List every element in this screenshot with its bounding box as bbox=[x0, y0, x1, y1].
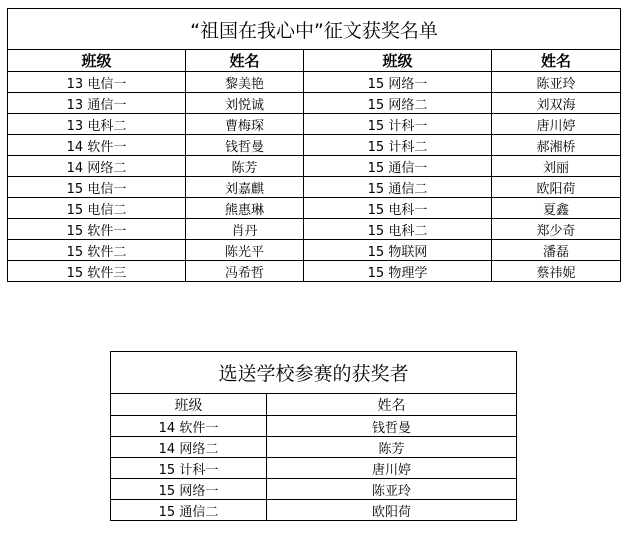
table-row bbox=[8, 156, 621, 177]
table-row bbox=[8, 72, 621, 93]
class-cell: 15 计科二 bbox=[304, 135, 492, 156]
name-cell: 陈光平 bbox=[186, 240, 304, 261]
name-cell: 陈芳 bbox=[186, 156, 304, 177]
name-cell: 冯希哲 bbox=[186, 261, 304, 282]
name-cell: 郝湘桥 bbox=[492, 135, 621, 156]
class-cell: 15 计科一 bbox=[304, 114, 492, 135]
name-cell: 刘丽 bbox=[492, 156, 621, 177]
table-row bbox=[8, 114, 621, 135]
column-header-name: 姓名 bbox=[492, 50, 621, 72]
class-cell: 14 网络二 bbox=[8, 156, 186, 177]
name-cell: 钱哲曼 bbox=[186, 135, 304, 156]
class-cell: 15 网络一 bbox=[304, 72, 492, 93]
class-cell: 15 电科二 bbox=[304, 219, 492, 240]
column-header-name: 姓名 bbox=[267, 394, 517, 416]
column-header-class: 班级 bbox=[111, 394, 267, 416]
class-cell: 15 计科一 bbox=[111, 458, 267, 479]
name-cell: 夏鑫 bbox=[492, 198, 621, 219]
name-cell: 肖丹 bbox=[186, 219, 304, 240]
name-cell: 蔡祎妮 bbox=[492, 261, 621, 282]
class-cell: 15 电科一 bbox=[304, 198, 492, 219]
name-cell: 曹梅琛 bbox=[186, 114, 304, 135]
name-cell: 黎美艳 bbox=[186, 72, 304, 93]
column-header-class: 班级 bbox=[304, 50, 492, 72]
class-cell: 13 电信一 bbox=[8, 72, 186, 93]
name-cell: 陈亚玲 bbox=[267, 479, 517, 500]
column-header-class: 班级 bbox=[8, 50, 186, 72]
table-row bbox=[8, 93, 621, 114]
table-row bbox=[8, 219, 621, 240]
class-cell: 15 物联网 bbox=[304, 240, 492, 261]
table-row bbox=[111, 500, 517, 521]
table-row bbox=[8, 240, 621, 261]
class-cell: 14 软件一 bbox=[8, 135, 186, 156]
class-cell: 14 软件一 bbox=[111, 416, 267, 437]
class-cell: 15 软件一 bbox=[8, 219, 186, 240]
table-header-row bbox=[8, 50, 621, 72]
name-cell: 刘悦诚 bbox=[186, 93, 304, 114]
table-row bbox=[111, 458, 517, 479]
name-cell: 欧阳荷 bbox=[267, 500, 517, 521]
class-cell: 15 电信二 bbox=[8, 198, 186, 219]
class-cell: 15 物理学 bbox=[304, 261, 492, 282]
name-cell: 陈亚玲 bbox=[492, 72, 621, 93]
class-cell: 14 网络二 bbox=[111, 437, 267, 458]
name-cell: 钱哲曼 bbox=[267, 416, 517, 437]
name-cell: 熊惠琳 bbox=[186, 198, 304, 219]
name-cell: 刘双海 bbox=[492, 93, 621, 114]
name-cell: 刘嘉麒 bbox=[186, 177, 304, 198]
class-cell: 15 电信一 bbox=[8, 177, 186, 198]
class-cell: 13 通信一 bbox=[8, 93, 186, 114]
table-row bbox=[8, 135, 621, 156]
name-cell: 欧阳荷 bbox=[492, 177, 621, 198]
table-row bbox=[111, 479, 517, 500]
class-cell: 15 通信二 bbox=[304, 177, 492, 198]
school-contest-table bbox=[110, 351, 517, 521]
name-cell: 潘磊 bbox=[492, 240, 621, 261]
class-cell: 15 软件二 bbox=[8, 240, 186, 261]
essay-awards-table bbox=[7, 8, 621, 282]
name-cell: 唐川婷 bbox=[492, 114, 621, 135]
table-header-row bbox=[111, 394, 517, 416]
class-cell: 13 电科二 bbox=[8, 114, 186, 135]
class-cell: 15 软件三 bbox=[8, 261, 186, 282]
class-cell: 15 网络一 bbox=[111, 479, 267, 500]
name-cell: 陈芳 bbox=[267, 437, 517, 458]
table-row bbox=[8, 198, 621, 219]
class-cell: 15 通信一 bbox=[304, 156, 492, 177]
school-contest-title: 选送学校参赛的获奖者 bbox=[111, 352, 517, 394]
name-cell: 唐川婷 bbox=[267, 458, 517, 479]
table-row bbox=[111, 416, 517, 437]
name-cell: 郑少奇 bbox=[492, 219, 621, 240]
table-row bbox=[8, 261, 621, 282]
table-row bbox=[8, 177, 621, 198]
column-header-name: 姓名 bbox=[186, 50, 304, 72]
class-cell: 15 网络二 bbox=[304, 93, 492, 114]
table-row bbox=[111, 437, 517, 458]
class-cell: 15 通信二 bbox=[111, 500, 267, 521]
essay-awards-title: “祖国在我心中”征文获奖名单 bbox=[8, 9, 621, 50]
